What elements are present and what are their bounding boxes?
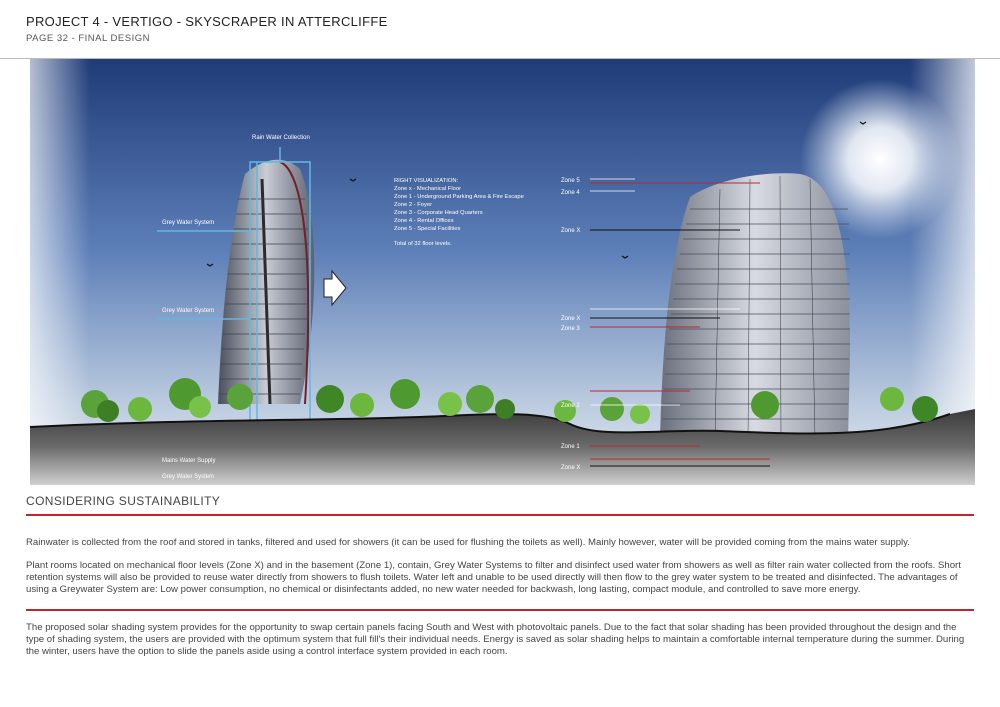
label-grey-water-1: Grey Water System	[162, 220, 215, 226]
tower-visualization	[0, 59, 1000, 485]
page-subtitle: PAGE 32 - FINAL DESIGN	[26, 33, 150, 44]
legend-item: Zone 5 - Special Facilities	[394, 226, 461, 232]
section-divider	[26, 514, 974, 516]
label-grey-water-3: Grey Water System	[162, 474, 215, 480]
label-rain-water: Rain Water Collection	[252, 135, 310, 141]
paragraph-solar-shading: The proposed solar shading system provides for the opportunity to swap certain panels facing South and West with photovoltaic panels. Due to the fact that solar shading has been provided throughout the design and the type of shading system, the users are provided with the optimum system that full fill's their individual needs. Energy is saved as solar shading helps to maintain a comfortable internal temperature during the summer. During the winter, users have the option to slide the panels aside using a control interface system provided in each room.	[26, 622, 965, 657]
zone-label: Zone X	[561, 465, 581, 471]
legend-item: Zone 1 - Underground Parking Area & Fire Escape	[394, 194, 524, 200]
paragraph-divider	[26, 609, 974, 611]
paragraph-rainwater: Rainwater is collected from the roof and stored in tanks, filtered and used for showers (it can be used for flushing the toilets as well). Mainly however, water will be provided coming from the mains water supply.	[26, 537, 910, 548]
label-mains-water: Mains Water Supply	[162, 458, 216, 464]
legend-item: Zone 4 - Rental Offices	[394, 218, 454, 224]
legend-heading: RIGHT VISUALIZATION:	[394, 178, 459, 184]
legend-item: Zone x - Mechanical Floor	[394, 186, 462, 192]
page-title: PROJECT 4 - VERTIGO - SKYSCRAPER IN ATTERCLIFFE	[26, 14, 388, 29]
paragraph-greywater: Plant rooms located on mechanical floor levels (Zone X) and in the basement (Zone 1), contain, Grey Water Systems to filter and disinfect used water from showers as well as filter rain water collected from the roofs. Short retention systems will also be provided to reuse water directly from showers to flush toilets. Water left and unable to be used directly will then flow to the grey water system to be treated and disinfected. The advantages of using a Greywater System are: Low power consumption, no chemical or disinfectants added, no new water needed for backwash, long lasting, compact module, and controlled to save more energy.	[26, 560, 961, 595]
section-title: CONSIDERING SUSTAINABILITY	[26, 494, 221, 508]
legend-total: Total of 32 floor levels.	[394, 241, 452, 247]
zone-label: Zone 4	[561, 190, 580, 196]
zone-label: Zone X	[561, 228, 581, 234]
zone-label: Zone 5	[561, 178, 580, 184]
legend-item: Zone 3 - Corporate Head Quarters	[394, 210, 483, 216]
zone-label: Zone 3	[561, 326, 580, 332]
zone-label: Zone 1	[561, 444, 580, 450]
label-grey-water-2: Grey Water System	[162, 308, 215, 314]
zone-label: Zone 2	[561, 403, 580, 409]
legend-item: Zone 2 - Foyer	[394, 202, 433, 208]
zone-label: Zone X	[561, 316, 581, 322]
